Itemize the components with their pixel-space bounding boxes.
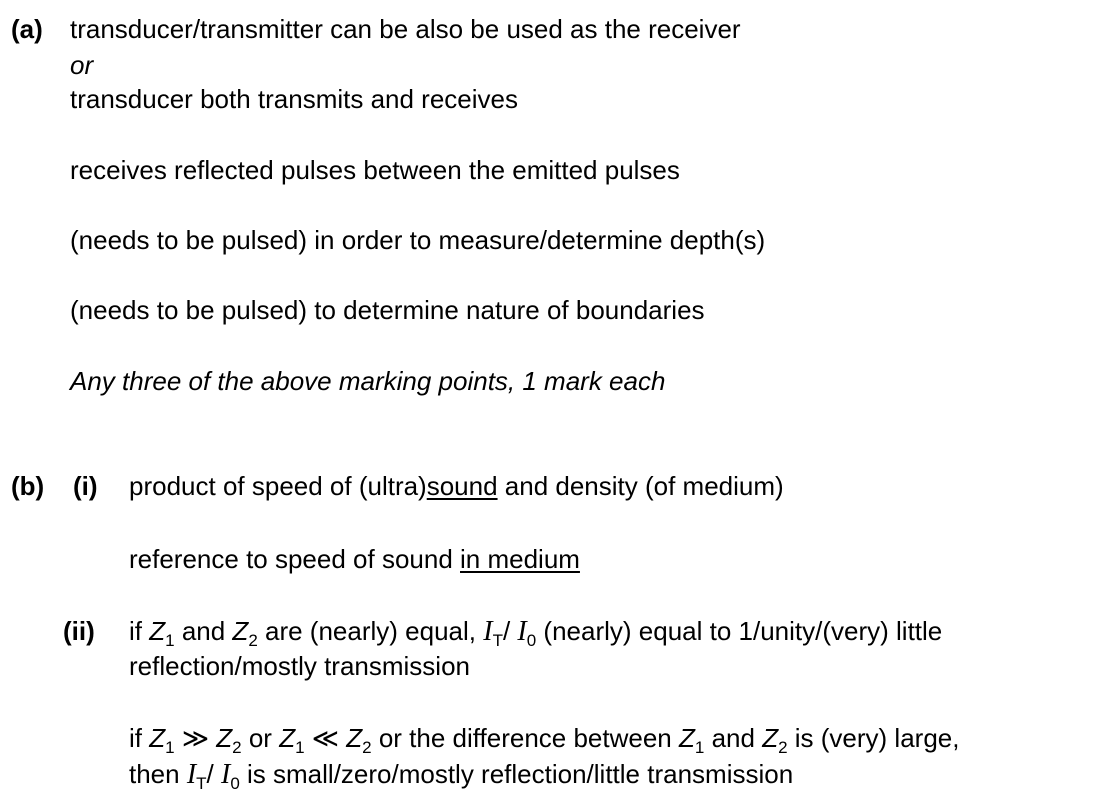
part-b-i-line1: product of speed of (ultra)sound and density (of medium) <box>129 471 784 501</box>
part-a-label: (a) <box>11 14 43 44</box>
part-b-ii-line1: if $Z_1$ and $Z_2$ are (nearly) equal, $I_T/$ $I_0$ (nearly) equal to 1/unity/(very) little <box>129 616 943 650</box>
part-b-ii-line2: if $Z_1$ ≫ $Z_2$ or $Z_1$ ≪ $Z_2$ or the difference between $Z_1$ and $Z_2$ is (very) large, <box>129 723 960 757</box>
part-b-i-line2: reference to speed of sound in medium <box>129 544 580 574</box>
part-a-note: Any three of the above marking points, 1 mark each <box>70 366 666 396</box>
part-a-point2: receives reflected pulses between the emitted pulses <box>70 155 680 185</box>
part-b-ii-line2-cont: then $I_T/$ $I_0$ is small/zero/mostly reflection/little transmission <box>129 759 794 793</box>
part-b-ii-line1-cont: reflection/mostly transmission <box>129 651 470 681</box>
part-b-label: (b) <box>11 471 45 501</box>
part-a-line2: transducer both transmits and receives <box>70 84 518 114</box>
part-b-ii-label: (ii) <box>63 616 95 646</box>
part-a-point3: (needs to be pulsed) in order to measure/determine depth(s) <box>70 225 766 255</box>
part-a-line1: transducer/transmitter can be also be used as the receiver <box>70 14 741 44</box>
part-b-i-label: (i) <box>73 471 98 501</box>
part-a-point4: (needs to be pulsed) to determine nature of boundaries <box>70 295 705 325</box>
part-a-or: or <box>70 50 94 80</box>
